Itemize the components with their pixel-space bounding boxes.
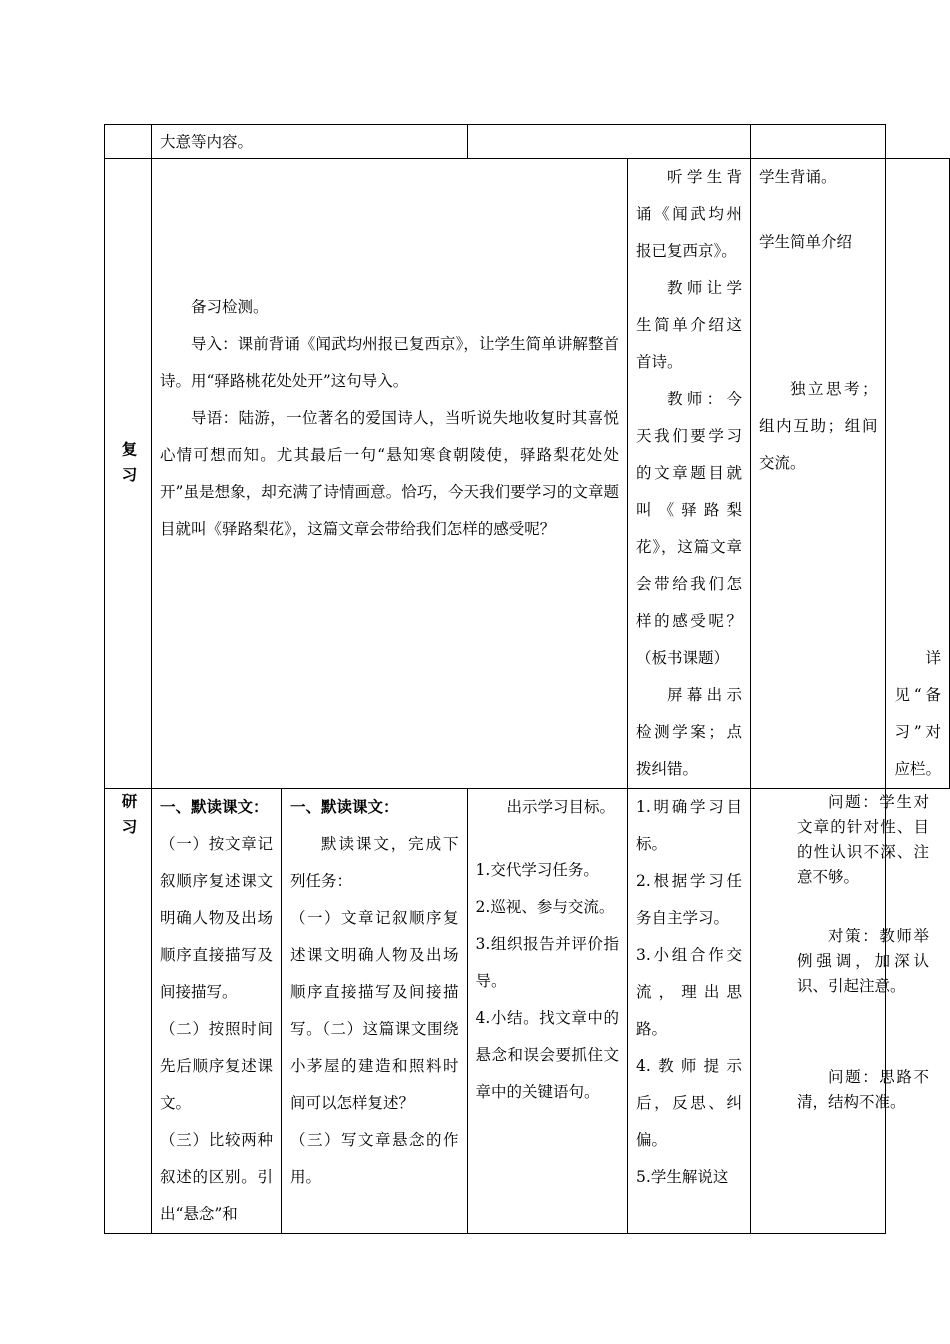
teacher-step: 1.交代学习任务。 (475, 861, 599, 879)
empty-cell (467, 125, 750, 159)
student-and-notes-cell (750, 159, 886, 789)
review-notes-cell (886, 159, 950, 789)
teacher-activity: 教师让学生简单介绍这首诗。 (636, 279, 742, 371)
content-text: 大意等内容。 (159, 132, 253, 151)
teacher-activity: 教师：今天我们要学习的文章题目就叫《驿路梨花》，这篇文章会带给我们怎样的感受呢？（板书课题） (636, 390, 742, 667)
student-step: 4.教师提示后，反思、纠偏。 (636, 1057, 742, 1149)
tasks-title: 一、默读课文： (290, 798, 399, 816)
teacher-step: 2.巡视、参与交流。 (475, 898, 615, 916)
student-activity: 学生背诵。 (758, 168, 837, 186)
notes-cell (750, 125, 886, 159)
review-content-cell (151, 159, 627, 789)
goal-item: （一）按文章记叙顺序复述课文明确人物及出场顺序直接描写及间接描写。 (159, 835, 274, 1001)
stage-label: 复习 (119, 441, 138, 492)
stage-cell (105, 125, 152, 159)
task-item: （一）文章记叙顺序复述课文明确人物及出场顺序直接描写及间接描写。（二）这篇课文围绕小茅屋的建造和照料时间可以怎样复述？ (290, 909, 459, 1112)
teacher-head: 出示学习目标。 (506, 798, 616, 816)
teacher-activity: 屏幕出示检测学案；点拨纠错。 (636, 686, 742, 778)
task-item: （三）写文章悬念的作用。 (290, 1131, 459, 1186)
stage-cell-review (105, 159, 152, 789)
notes-problem: 问题：学生对文章的针对性、目的性认识不深、注意不够。 (797, 793, 929, 886)
study-tasks-cell (282, 789, 468, 1234)
review-paragraph: 导入：课前背诵《闻武均州报已复西京》，让学生简单讲解整首诗。用“驿路桃花处处开”这句导入。 (159, 335, 620, 390)
study-teacher-cell (467, 789, 627, 1234)
teacher-step: 3.组织报告并评价指导。 (475, 935, 620, 990)
study-notes (797, 790, 929, 1115)
review-paragraph: 导语：陆游，一位著名的爱国诗人，当听说失地收复时其喜悦心情可想而知。尤其最后一句“悬知寒食朝陵使，驿路梨花处处开”虽是想象，却充满了诗情画意。恰巧，今天我们要学习的文章题目就叫《驿路梨花》，这篇文章会带给我们怎样的感受呢？ (159, 409, 620, 538)
teacher-activity-cell (628, 159, 751, 789)
content-cell (151, 125, 467, 159)
goal-item: （三）比较两种叙述的区别。引出“悬念”和 (159, 1131, 274, 1223)
student-step: 3.小组合作交流，理出思路。 (636, 946, 742, 1038)
stage-cell-study (105, 789, 152, 1234)
table-row (105, 159, 950, 789)
student-activity: 独立思考；组内互助；组间交流。 (758, 380, 878, 472)
notes-strategy: 对策：教师举例强调，加深认识、引起注意。 (797, 927, 929, 995)
notes-problem: 问题：思路不清，结构不准。 (797, 1068, 929, 1111)
notes-text: 详见“备习”对应栏。 (894, 649, 941, 778)
teacher-activity: 听学生背诵《闻武均州报已复西京》。 (636, 168, 742, 260)
stage-label: 研习 (119, 793, 138, 844)
study-goals-cell (151, 789, 281, 1234)
goal-item: （二）按照时间先后顺序复述课文。 (159, 1020, 274, 1112)
student-step: 2.根据学习任务自主学习。 (636, 872, 742, 927)
teacher-step: 4.小结。找文章中的悬念和误会要抓住文章中的关键语句。 (475, 1009, 620, 1101)
student-step: 1.明确学习目标。 (636, 798, 742, 853)
study-student-cell (628, 789, 751, 1234)
table-row (105, 125, 950, 159)
student-step: 5.学生解说这 (636, 1168, 729, 1186)
tasks-intro: 默读课文，完成下列任务： (290, 835, 459, 890)
goals-title: 一、默读课文： (159, 798, 269, 816)
student-activity: 学生简单介绍 (758, 233, 852, 251)
review-paragraph: 备习检测。 (190, 298, 269, 316)
